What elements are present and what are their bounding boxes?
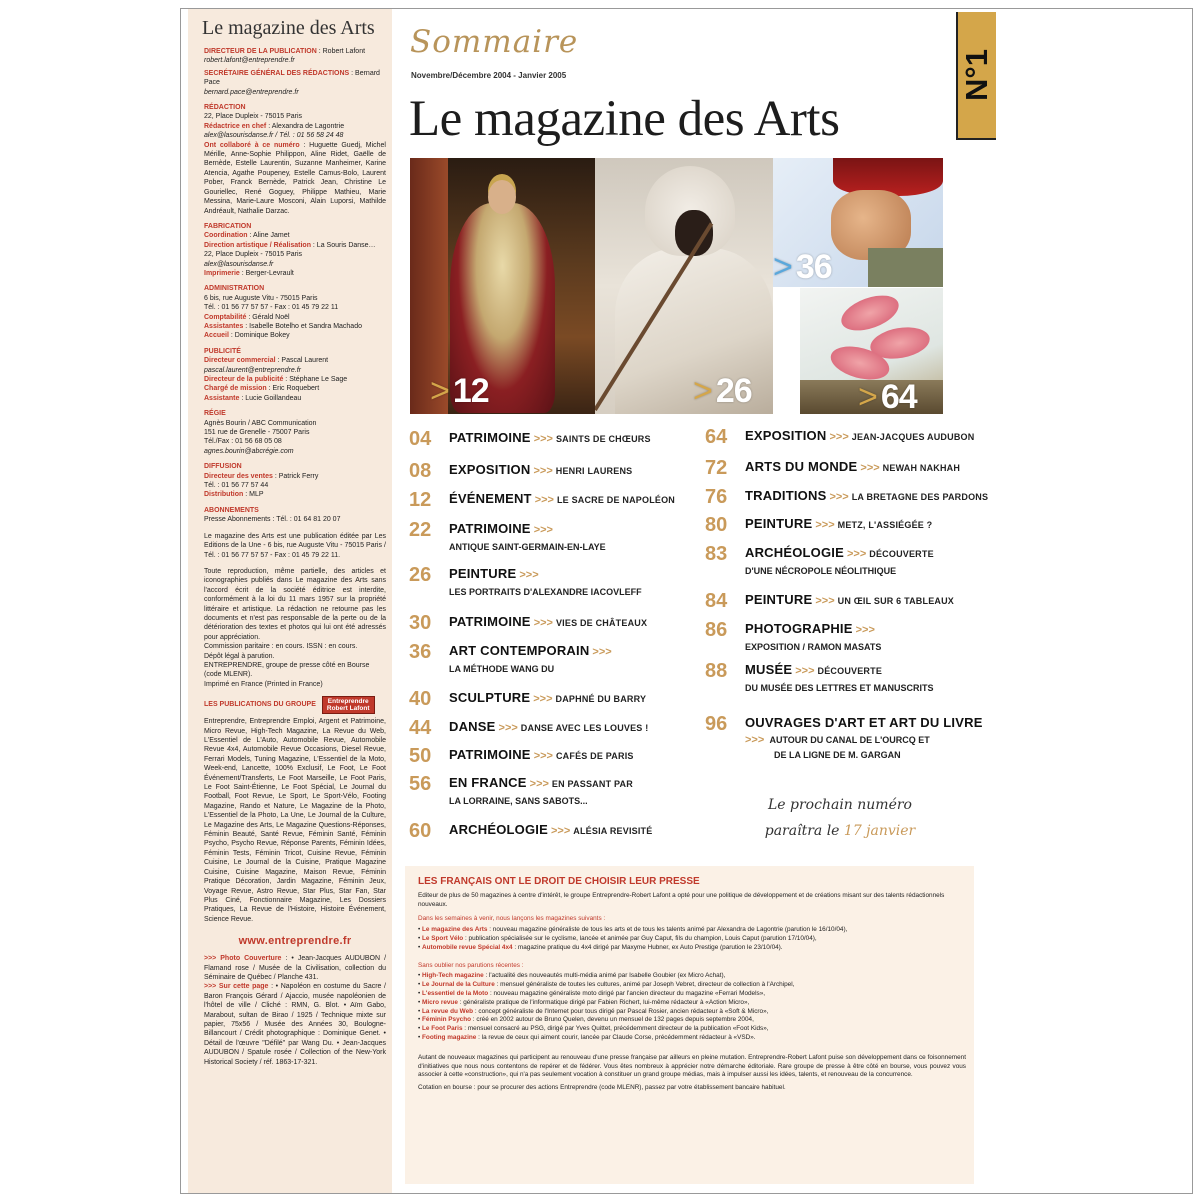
masthead-title: Le magazine des Arts <box>202 17 375 39</box>
upcoming-heading: Dans les semaines à venir, nous lançons les magazines suivants : <box>418 915 606 923</box>
toc-subject: DÉCOUVERTE <box>869 549 934 559</box>
admin-address: 6 bis, rue Auguste Vitu - 75015 Paris <box>204 294 318 302</box>
toc-arrows: >>> <box>815 519 835 531</box>
toc-subject: VIES DE CHÂTEAUX <box>555 618 648 628</box>
publication-item: • Le Foot Paris : mensuel consacré au PSG, dirigé par Yves Quittet, précédemment directeur de la publication «Foot Kids», <box>418 1025 769 1033</box>
issue-date: Novembre/Décembre 2004 - Janvier 2005 <box>411 71 567 80</box>
secretaire-line: SECRÉTAIRE GÉNÉRAL DES RÉDACTIONS : Bernard Pace <box>204 69 380 87</box>
ventes-line: Directeur des ventes : Patrick Ferry <box>204 472 319 480</box>
toc-subject-continued: LA MÉTHODE WANG DU <box>449 664 555 674</box>
mission-line: Chargé de mission : Eric Roquebert <box>204 385 320 393</box>
toc-section: OUVRAGES D'ART ET ART DU LIVRE <box>745 715 983 730</box>
publication-name: Le Journal de la Culture <box>422 981 495 989</box>
toc-arrows: >>> <box>829 491 849 503</box>
groupe-text: ENTREPRENDRE, groupe de presse côté en Bourse (code MLENR). <box>204 661 370 679</box>
toc-subject-continued: D'UNE NÉCROPOLE NÉOLITHIQUE <box>745 566 897 576</box>
dirpub-line: Directeur de la publicité : Stéphane Le Sage <box>204 376 348 383</box>
toc-arrows: >>> <box>533 617 553 629</box>
publication-item: • Footing magazine : la revue de ceux qui aiment courir, lancée par Claude Corse, précédemment rédacteur à «VSD». <box>418 1033 756 1041</box>
publication-description: : créé en 2002 autour de Bruno Quelen, devenu un mensuel de 132 pages depuis septembre 2004, <box>471 1016 754 1024</box>
toc-arrows: >>> <box>533 750 553 762</box>
toc-arrows: >>> <box>533 465 553 477</box>
sommaire-heading: Sommaire <box>410 24 579 60</box>
toc-arrows: >>> <box>529 778 549 790</box>
ventes-phone: Tél. : 01 56 77 57 44 <box>204 482 269 490</box>
toc-section: EN FRANCE <box>449 775 527 790</box>
redactrice-line: Rédactrice en chef : Alexandra de Lagontrie <box>204 122 345 130</box>
distribution-line: Distribution : MLP <box>204 491 264 499</box>
toc-arrows: >>> <box>795 665 815 677</box>
toc-page-number: 44 <box>409 717 432 739</box>
toc-page-number: 12 <box>409 489 432 511</box>
issue-number-badge <box>956 12 996 140</box>
toc-subject-continued: LA LORRAINE, SANS SABOTS... <box>449 796 588 806</box>
diffusion-heading: DIFFUSION <box>204 463 242 471</box>
publication-item: • Féminin Psycho : créé en 2002 autour de Bruno Quelen, devenu un mensuel de 132 pages depuis septembre 2004, <box>418 1016 754 1024</box>
toc-section: ARCHÉOLOGIE <box>745 545 844 560</box>
toc-subject: ALÉSIA REVISITÉ <box>573 826 653 836</box>
box-cotation: Cotation en bourse : pour se procurer des actions Entreprendre (code MLENR), passez par votre établissement bancaire habituel. <box>418 1084 786 1092</box>
head-shape <box>488 180 516 214</box>
toc-subject-continued: DE LA LIGNE DE M. GARGAN <box>774 750 901 760</box>
toc-page-number: 26 <box>409 564 432 586</box>
toc-arrows: >>> <box>855 624 875 636</box>
redaction-address: 22, Place Dupleix - 75015 Paris <box>204 113 303 121</box>
abonnements-heading: ABONNEMENTS <box>204 506 259 514</box>
secretaire-email: bernard.pace@entreprendre.fr <box>204 88 299 96</box>
publication-name: Le Foot Paris <box>422 1025 463 1033</box>
toc-subject: DAPHNÉ DU BARRY <box>555 694 647 704</box>
box-closing: Autant de nouveaux magazines qui participent au renouveau d'une presse française par ailleurs en pleine mutation. Entreprendre-Robert Lafont puise son développement dans ce foisonnement d'initiatives que nous nous contentons de repérer et de fédérer. Vous êtes nombreux à apprécier notre démarche éditoriale. Rare groupe de presse à être côté en bourse, vous pouvez vous associer à cette «construction», qui n'a pas seulement vocation à constituer un grand groupe médias, mais à impulser aussi les idées, talents, et renouveau de la concurrence. <box>418 1053 966 1079</box>
da-email: alex@lasourisdanse.fr <box>204 260 274 268</box>
publication-item: • Automobile revue Spécial 4x4 : magazine pratique du 4x4 dirigé par Maxyme Hubner, ex Auto Prestige (parution le 23/10/04). <box>418 943 783 951</box>
publication-item: • Le Journal de la Culture : mensuel généraliste de toutes les cultures, animé par Joseph Vebret, directeur de collection à l'Archipel, <box>418 981 795 989</box>
assistante-line: Assistante : Lucie Goillandeau <box>204 394 302 402</box>
toc-section: PHOTOGRAPHIE <box>745 621 853 636</box>
page-tag-36: > 36 <box>773 248 832 286</box>
assistantes-line: Assistantes : Isabelle Botelho et Sandra Machado <box>204 322 362 330</box>
toc-arrows: >>> <box>592 646 612 658</box>
publication-name: Le magazine des Arts <box>422 926 488 934</box>
accueil-line: Accueil : Dominique Bokey <box>204 332 290 340</box>
photo-cover-credits: >>> Photo Couverture : • Jean-Jacques AUDUBON / Flamand rose / Musée de la Civilisation, collection du Séminaire de Québec / Planche 431. <box>204 955 387 981</box>
toc-section: SCULPTURE <box>449 690 531 705</box>
this-page-credits: >>> Sur cette page : • Napoléon en costume du Sacre / Baron François Gérard / Ajaccio, musée napoléonien de l'hôtel de ville / Cliché : RMN, G. Blot. • Aïm Gabo, Marabout, sultan de Birao / 1925 / Technique mixte sur papier, 75x56 / Musée des Années 30, Boulogne-Billancourt / Crédit photographique : Dominique Genet. • Détail de l'œuvre "Défilé" par Wang Du. • Jean-Jacques AUDUBON / Spatule rosée / Collection of the New-York Historical Society / réf. 1863-17-321. <box>204 983 387 1066</box>
toc-subject-continued: LES PORTRAITS D'ALEXANDRE IACOVLEFF <box>449 587 642 597</box>
toc-arrows: >>> <box>745 734 765 746</box>
toc-section: PATRIMOINE <box>449 521 531 536</box>
toc-subject: DÉCOUVERTE <box>817 666 883 676</box>
toc-subject: LA BRETAGNE DES PARDONS <box>851 492 989 502</box>
toc-subject: JEAN-JACQUES AUDUBON <box>851 432 975 442</box>
toc-page-number: 83 <box>705 543 728 565</box>
toc-arrows: >>> <box>534 494 554 506</box>
redactrice-contact: alex@lasourisdanse.fr / Tél. : 01 56 58 24 48 <box>204 132 344 140</box>
toc-subject: METZ, L'ASSIÉGÉE ? <box>837 520 933 530</box>
publication-name: Micro revue <box>422 998 458 1006</box>
imprimerie-line: Imprimerie : Berger-Levrault <box>204 269 294 277</box>
page-tag-26: > 26 <box>693 372 752 410</box>
coordination-line: Coordination : Aline Jamet <box>204 232 290 240</box>
toc-arrows: >>> <box>829 431 849 443</box>
toc-page-number: 80 <box>705 514 728 536</box>
next-issue-line2: paraîtra le 17 janvier <box>764 823 916 839</box>
toc-arrows: >>> <box>533 524 553 536</box>
toc-page-number: 04 <box>409 428 432 450</box>
toc-subject-continued: DU MUSÉE DES LETTRES ET MANUSCRITS <box>745 683 934 693</box>
issue-number: N°1 <box>959 48 994 102</box>
publications-list: Entreprendre, Entreprendre Emploi, Argent et Patrimoine, Micro Revue, High-Tech Magazine, La Revue du Web, L'Essentiel de L'Auto, Automobile Revue, Automobile Revue 4x4, Automobile Revue Occasions, Diesel Revue, Ferrari Models, Tuning Magazine, L'Essentiel de la Moto, Week-end, Lancette, 100% Exclusif, Le Foot, Le Foot Événement/Transferts, Le Foot Marseille, Le Foot Paris, Le Foot Saint-Étienne, Le Foot Spécial, Le Journal du Football, Foot Revue, Le Sport, Le Sport-Vélo, Footing Magazine, Rando et Nature, Le Magazine de la Photo, L'Essentiel de la Photo, La Une, Le Journal de la Culture, Le Magazine des Arts, Le Magazine Questions-Réponses, Féminin Beauté, Santé Revue, Féminin Santé, Féminin Psycho, Psycho Revue, Réponse Parents, Féminin Idées, Féminin Tests, Féminin Tricot, Cuisine Revue, Féminin Cuisine, Le Journal de la Cuisine, Pratique Magazine Cuisine, Cuisine Magazine, Maison Revue, Féminin Pratique Décoration, Jardin Magazine, Féminin Jeux, Voyage Revue, Astro Revue, Star Plus, Star Fan, Star Plus Ciné, Fonctionnaire Magazine, Les Dossiers Pratiques, La Revue de l'Histoire, Histoire Événement, Science Revue. <box>204 718 386 923</box>
coat-shape <box>868 248 943 287</box>
box-title: LES FRANÇAIS ONT LE DROIT DE CHOISIR LEUR PRESSE <box>418 876 700 887</box>
toc-section: PATRIMOINE <box>449 614 531 629</box>
publication-description: : la revue de ceux qui aiment courir, lancée par Claude Corse, précédemment rédacteur à «VSD». <box>476 1033 756 1041</box>
group-announcement-box <box>405 866 974 1184</box>
administration-heading: ADMINISTRATION <box>204 285 265 293</box>
publication-description: : mensuel généraliste de toutes les cultures, animé par Joseph Vebret, directeur de collection à l'Archipel, <box>494 981 795 989</box>
box-intro: Editeur de plus de 50 magazines à centre d'intérêt, le groupe Entreprendre-Robert Lafont a opté pour une politique de développement et de créations misant sur des talents rédactionnels nouveaux. <box>418 891 945 908</box>
publicite-heading: PUBLICITÉ <box>204 347 241 355</box>
publication-item: • High-Tech magazine : l'actualité des nouveautés multi-média animé par Isabelle Goubier (ex Micro Achat), <box>418 972 726 980</box>
publications-header <box>204 696 386 714</box>
toc-page-number: 22 <box>409 519 432 541</box>
publication-name: High-Tech magazine <box>422 972 484 980</box>
toc-section: ARTS DU MONDE <box>745 459 858 474</box>
toc-subject: DANSE AVEC LES LOUVES ! <box>520 723 649 733</box>
admin-phone: Tél. : 01 56 77 57 57 - Fax : 01 45 79 22 11 <box>204 304 339 312</box>
publication-description: : nouveau magazine généraliste de tous les arts et de tous les talents animé par Alexandra de Lagontrie (parution le 16/10/04), <box>487 926 848 934</box>
toc-arrows: >>> <box>519 569 539 581</box>
toc-arrows: >>> <box>860 462 880 474</box>
next-issue-note <box>740 792 940 844</box>
recent-heading: Sans oublier nos parutions récentes : <box>418 961 524 969</box>
napoleon-photo <box>410 158 595 414</box>
publication-description: : l'actualité des nouveautés multi-média animé par Isabelle Goubier (ex Micro Achat), <box>483 972 726 980</box>
toc-subject: LE SACRE DE NAPOLÉON <box>556 495 675 505</box>
directeur-email: robert.lafont@entreprendre.fr <box>204 57 295 65</box>
direction-artistique-line: Direction artistique / Réalisation : La Souris Danse… <box>204 241 376 249</box>
toc-page-number: 84 <box>705 590 728 612</box>
toc-subject-continued: EXPOSITION / RAMON MASATS <box>745 642 882 652</box>
recent-list <box>418 972 966 1042</box>
publication-item: • Le Sport Vélo : publication spécialisée sur le cyclisme, lancée et animée par Guy Caput, fils du champion, Louis Caput (parution 17/10/04), <box>418 934 817 942</box>
upcoming-list <box>418 926 966 952</box>
publication-name: Automobile revue Spécial 4x4 <box>422 943 513 951</box>
abonnements-text: Presse Abonnements : Tél. : 01 64 81 20 07 <box>204 516 341 524</box>
toc-page-number: 36 <box>409 641 432 663</box>
page-tag-64: > 64 <box>858 378 917 414</box>
toc-page-number: 30 <box>409 612 432 634</box>
toc-page-number: 76 <box>705 486 728 508</box>
toc-arrows: >>> <box>533 693 553 705</box>
dircom-email: pascal.laurent@entreprendre.fr <box>204 366 301 374</box>
dircom-line: Directeur commercial : Pascal Laurent <box>204 357 329 365</box>
publication-name: La revue du Web <box>422 1007 474 1015</box>
toc-section: PATRIMOINE <box>449 747 531 762</box>
publication-item: • Micro revue : généraliste pratique de l'informatique dirigé par Fabien Richert, lui-même rédacteur à «Action Micro», <box>418 998 750 1006</box>
toc-subject-continued: >>> AUTOUR DU CANAL DE L'OURCQ ET <box>745 734 930 746</box>
toc-section: ARCHÉOLOGIE <box>449 822 548 837</box>
publication-name: Le Sport Vélo <box>422 934 464 942</box>
toc-arrows: >>> <box>846 548 867 560</box>
toc-subject: CAFÉS DE PARIS <box>555 751 634 761</box>
legal-text: Toute reproduction, même partielle, des articles et iconographies publiés dans Le magazine des Arts sans l'accord écrit de la société éditrice est interdite, conformément à la loi du 11 mars 1957 sur la propriété littéraire et artistique. La rédaction ne retourne pas les documents et n'est pas responsable de la perte ou de la détérioration des textes et photos qui lui ont été adressés pour appréciation. <box>204 567 386 641</box>
publication-description: : mensuel consacré au PSG, dirigé par Yves Quittet, précédemment directeur de la publication «Foot Kids», <box>462 1025 769 1033</box>
toc-page-number: 56 <box>409 773 432 795</box>
publication-description: : concept généraliste de l'Internet pour tous dirigé par Pascal Rosier, ancien rédacteur à «Soft & Micro», <box>473 1007 769 1015</box>
toc-section: MUSÉE <box>745 662 793 677</box>
toc-subject: NEWAH NAKHAH <box>882 463 961 473</box>
publication-description: : magazine pratique du 4x4 dirigé par Maxyme Hubner, ex Auto Prestige (parution le 23/10/04). <box>512 943 783 951</box>
toc-subject: SAINTS DE CHŒURS <box>555 434 651 444</box>
toc-arrows: >>> <box>815 595 835 607</box>
page-tag-12: > 12 <box>430 372 489 410</box>
commission-text: Commission paritaire : en cours. ISSN : en cours. <box>204 643 358 651</box>
toc-section: DANSE <box>449 719 496 734</box>
sultan-photo <box>595 158 773 414</box>
publication-description: : nouveau magazine généraliste moto dirigé par l'ancien directeur du magazine «Ferrari Models», <box>488 989 766 997</box>
publication-description: : généraliste pratique de l'informatique dirigé par Fabien Richert, lui-même rédacteur à «Action Micro», <box>457 998 750 1006</box>
toc-page-number: 50 <box>409 745 432 767</box>
toc-section: ÉVÉNEMENT <box>449 491 532 506</box>
toc-section: PEINTURE <box>745 516 813 531</box>
publication-name: Féminin Psycho <box>422 1016 472 1024</box>
collaborators: Ont collaboré à ce numéro : Huguette Guedj, Michel Mérille, Anne-Sophie Philippon, Aline Ridet, Gaëlle de Bernède, Estelle Laurentin, Suzanne Manheimer, Karine Atencia, Agathe Poupeney, Estelle Camus-Bolo, Laurent Pober, Franck Bernède, Patrick Jean, Christine Le Gouriellec, René Goguey, Philippe Mathieu, Marie Messina, Marie-Laure Mosconi, Alain Luporsi, Mathilde Andréault, Nathalie Darzac. <box>204 141 386 215</box>
toc-subject: EN PASSANT PAR <box>551 779 633 789</box>
toc-page-number: 88 <box>705 660 728 682</box>
regie-heading: RÉGIE <box>204 410 226 418</box>
publication-name: Footing magazine <box>422 1033 477 1041</box>
next-issue-line1: Le prochain numéro <box>768 797 912 813</box>
toc-subject: HENRI LAURENS <box>555 466 633 476</box>
toc-section: ART CONTEMPORAIN <box>449 643 590 658</box>
comptabilite-line: Comptabilité : Gérald Noël <box>204 313 290 321</box>
regie-email: agnes.bourin@abcrégie.com <box>204 447 294 455</box>
toc-subject: UN ŒIL SUR 6 TABLEAUX <box>837 596 954 606</box>
toc-page-number: 40 <box>409 688 432 710</box>
toc-subject-continued: ANTIQUE SAINT-GERMAIN-EN-LAYE <box>449 542 606 552</box>
regie-phone: Tél./Fax : 01 56 68 05 08 <box>204 438 282 446</box>
toc-page-number: 86 <box>705 619 728 641</box>
publication-item: • La revue du Web : concept généraliste de l'Internet pour tous dirigé par Pascal Rosier, ancien rédacteur à «Soft & Micro», <box>418 1007 769 1015</box>
website-link[interactable]: www.entreprendre.fr <box>238 935 352 948</box>
toc-page-number: 08 <box>409 460 432 482</box>
publication-name: L'essentiel de la Moto <box>422 989 489 997</box>
edition-text: Le magazine des Arts est une publication éditée par Les Editions de la Une - 6 bis, rue Auguste Vitu - 75015 Paris / Tél. : 01 56 77 57 57 - Fax : 01 45 79 22 11. <box>204 532 386 559</box>
regie-address: 151 rue de Grenelle - 75007 Paris <box>204 429 310 437</box>
toc-section: EXPOSITION <box>449 462 531 477</box>
toc-arrows: >>> <box>550 825 571 837</box>
officer-photo <box>773 158 943 287</box>
directeur-line: DIRECTEUR DE LA PUBLICATION : Robert Lafont <box>204 48 366 55</box>
toc-section: TRADITIONS <box>745 488 827 503</box>
toc-page-number: 60 <box>409 820 432 842</box>
masthead-column <box>188 9 392 1193</box>
toc-arrows: >>> <box>533 433 553 445</box>
publication-item: • Le magazine des Arts : nouveau magazine généraliste de tous les arts et de tous les talents animé par Alexandra de Lagontrie (parution le 16/10/04), <box>418 926 848 934</box>
entreprendre-logo: Entreprendre Robert Lafont <box>322 696 375 714</box>
fabrication-heading: FABRICATION <box>204 222 252 230</box>
publication-description: : publication spécialisée sur le cyclisme, lancée et animée par Guy Caput, fils du champion, Louis Caput (parution 17/10/04), <box>463 934 817 942</box>
toc-page-number: 64 <box>705 426 728 448</box>
redaction-heading: RÉDACTION <box>204 104 246 112</box>
depot-text: Dépôt légal à parution. <box>204 652 275 660</box>
toc-section: EXPOSITION <box>745 428 827 443</box>
imprime-text: Imprimé en France (Printed in France) <box>204 680 323 688</box>
publication-item: • L'essentiel de la Moto : nouveau magazine généraliste moto dirigé par l'ancien directeur du magazine «Ferrari Models», <box>418 989 766 997</box>
spoonbill-photo <box>800 288 943 414</box>
publications-heading: LES PUBLICATIONS DU GROUPE <box>204 701 316 709</box>
toc-page-number: 96 <box>705 713 728 735</box>
toc-section: PEINTURE <box>745 592 813 607</box>
toc-arrows: >>> <box>498 722 518 734</box>
toc-page-number: 72 <box>705 457 728 479</box>
regie-name: Agnès Bourin / ABC Communication <box>204 419 317 427</box>
toc-section: PEINTURE <box>449 566 517 581</box>
da-address: 22, Place Dupleix - 75015 Paris <box>204 251 303 259</box>
magazine-title: Le magazine des Arts <box>409 91 840 147</box>
toc-section: PATRIMOINE <box>449 430 531 445</box>
